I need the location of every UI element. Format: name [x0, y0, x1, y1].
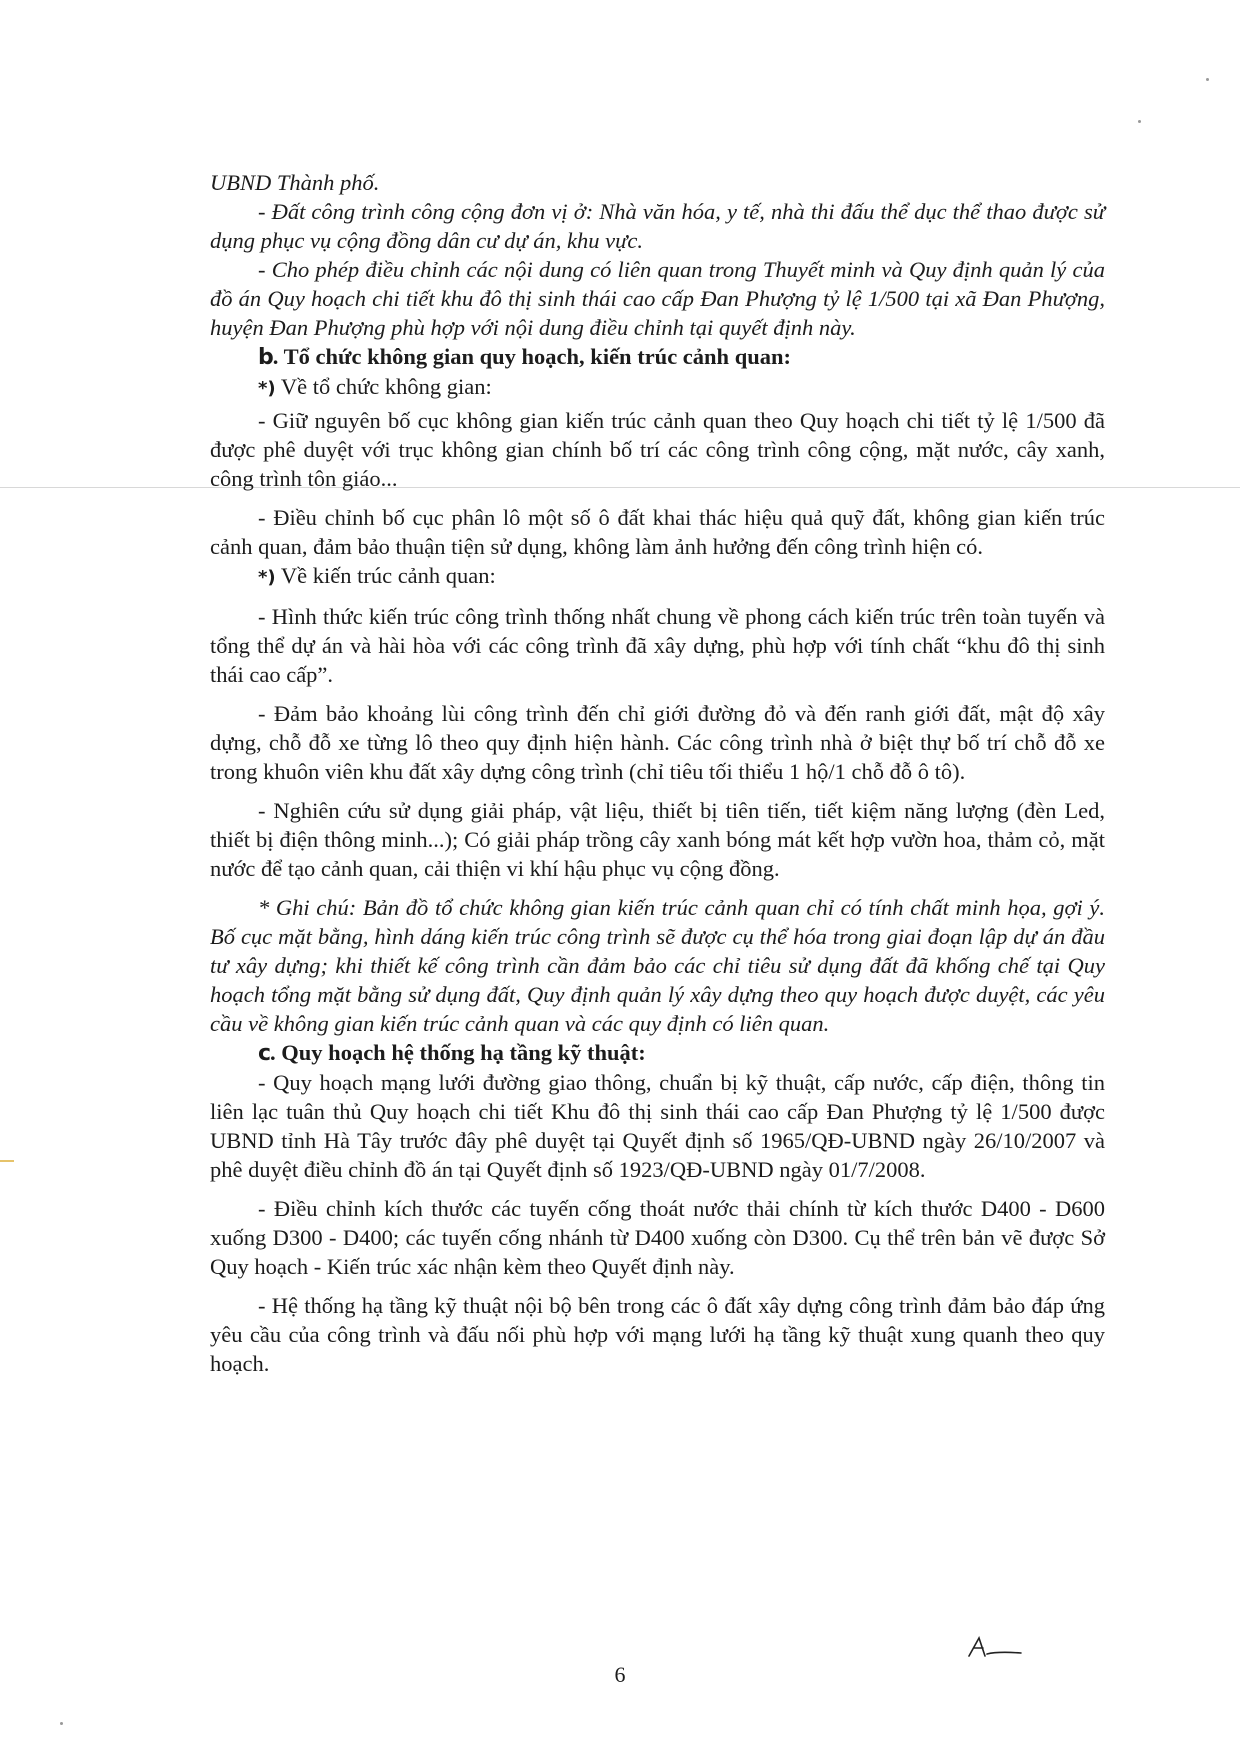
- scan-speck: [60, 1722, 63, 1725]
- paragraph-internal-infrastructure: - Hệ thống hạ tầng kỹ thuật nội bộ bên trong các ô đất xây dựng công trình đảm bảo đáp ứng yêu cầu của công trình và đấu nối phù hợp với mạng lưới hạ tầng kỹ thuật xung quanh theo quy hoạch.: [210, 1293, 1105, 1376]
- section-b-sub2-label: Về kiến trúc cảnh quan:: [280, 563, 496, 588]
- section-b-marker: b: [258, 345, 273, 370]
- section-b-sub1-label: Về tổ chức không gian:: [280, 374, 492, 399]
- scan-speck: [1206, 78, 1209, 81]
- page-content: [210, 168, 1105, 1378]
- paragraph-note: * Ghi chú: Bản đồ tổ chức không gian kiến trúc cảnh quan chỉ có tính chất minh họa, gợi ý. Bố cục mặt bằng, hình dáng kiến trúc công trình sẽ được cụ thể hóa trong giai đoạn lập dự án đầu tư xây dựng; khi thiết kế công trình cần đảm bảo các chỉ tiêu sử dụng đất đã khống chế tại Quy hoạch tổng mặt bằng sử dụng đất, Quy định quản lý xây dựng theo quy hoạch được duyệt, các yêu cầu về không gian kiến trúc cảnh quan và các quy định có liên quan.: [210, 895, 1105, 1036]
- paragraph-keep-layout: - Giữ nguyên bố cục không gian kiến trúc cảnh quan theo Quy hoạch chi tiết tỷ lệ 1/500 đã được phê duyệt với trục không gian chính bố trí các công trình công cộng, mặt nước, cây xanh, công trình tôn giáo...: [210, 408, 1105, 491]
- paragraph-allow-adjust: - Cho phép điều chỉnh các nội dung có liên quan trong Thuyết minh và Quy định quản lý của đồ án Quy hoạch chi tiết khu đô thị sinh thái cao cấp Đan Phượng tỷ lệ 1/500 tại xã Đan Phượng, huyện Đan Phượng phù hợp với nội dung điều chỉnh tại quyết định này.: [210, 257, 1105, 340]
- handwritten-initials-icon: [965, 1634, 1025, 1662]
- section-b-title: . Tổ chức không gian quy hoạch, kiến trúc cảnh quan:: [272, 344, 791, 369]
- paragraph-architecture-style: - Hình thức kiến trúc công trình thống nhất chung về phong cách kiến trúc trên toàn tuyến và tổng thể dự án và hài hòa với các công trình đã xây dựng, phù hợp với tính chất “khu đô thị sinh thái cao cấp”.: [210, 604, 1105, 687]
- paragraph-adjust-lots: - Điều chỉnh bố cục phân lô một số ô đất khai thác hiệu quả quỹ đất, không gian kiến trúc cảnh quan, đảm bảo thuận tiện sử dụng, không làm ảnh hưởng đến công trình hiện có.: [210, 505, 1105, 559]
- section-b-sub1-marker: *): [258, 378, 276, 399]
- paragraph-sewer-adjust: - Điều chỉnh kích thước các tuyến cống thoát nước thải chính từ kích thước D400 - D600 xuống D300 - D400; các tuyến cống nhánh từ D400 xuống còn D300. Cụ thể trên bản vẽ được Sở Quy hoạch - Kiến trúc xác nhận kèm theo Quyết định này.: [210, 1196, 1105, 1279]
- paragraph-infrastructure-network: - Quy hoạch mạng lưới đường giao thông, chuẩn bị kỹ thuật, cấp nước, cấp điện, thông tin liên lạc tuân thủ Quy hoạch chi tiết Khu đô thị sinh thái cao cấp Đan Phượng tỷ lệ 1/500 được UBND tỉnh Hà Tây trước đây phê duyệt tại Quyết định số 1965/QĐ-UBND ngày 26/10/2007 và phê duyệt điều chỉnh đồ án tại Quyết định số 1923/QĐ-UBND ngày 01/7/2008.: [210, 1070, 1105, 1182]
- paragraph-ubnd: UBND Thành phố.: [210, 170, 380, 195]
- section-b-sub2: [210, 561, 1105, 592]
- section-c-title: . Quy hoạch hệ thống hạ tầng kỹ thuật:: [270, 1040, 646, 1065]
- paragraph-setback: - Đảm bảo khoảng lùi công trình đến chỉ giới đường đỏ và đến ranh giới đất, mật độ xây dựng, chỗ đỗ xe từng lô theo quy định hiện hành. Các công trình nhà ở biệt thự bố trí chỗ đỗ xe trong khuôn viên khu đất xây dựng công trình (chỉ tiêu tối thiểu 1 hộ/1 chỗ đỗ ô tô).: [210, 701, 1105, 784]
- paragraph-materials: - Nghiên cứu sử dụng giải pháp, vật liệu, thiết bị tiên tiến, tiết kiệm năng lượng (đèn Led, thiết bị điện thông minh...); Có giải pháp trồng cây xanh bóng mát kết hợp vườn hoa, thảm cỏ, mặt nước để tạo cảnh quan, cải thiện vi khí hậu phục vụ cộng đồng.: [210, 798, 1105, 881]
- scan-speck: [1138, 120, 1141, 123]
- section-b-sub2-marker: *): [258, 567, 276, 588]
- scan-edge-mark: [0, 1160, 14, 1162]
- paragraph-public-land: - Đất công trình công cộng đơn vị ở: Nhà văn hóa, y tế, nhà thi đấu thể dục thể thao được sử dụng phục vụ cộng đồng dân cư dự án, khu vực.: [210, 199, 1105, 253]
- page-number: 6: [614, 1662, 626, 1687]
- section-b-sub1: [210, 372, 1105, 403]
- section-b-heading: [210, 342, 1105, 372]
- section-c-heading: [210, 1038, 1105, 1068]
- section-c-marker: c: [258, 1041, 271, 1066]
